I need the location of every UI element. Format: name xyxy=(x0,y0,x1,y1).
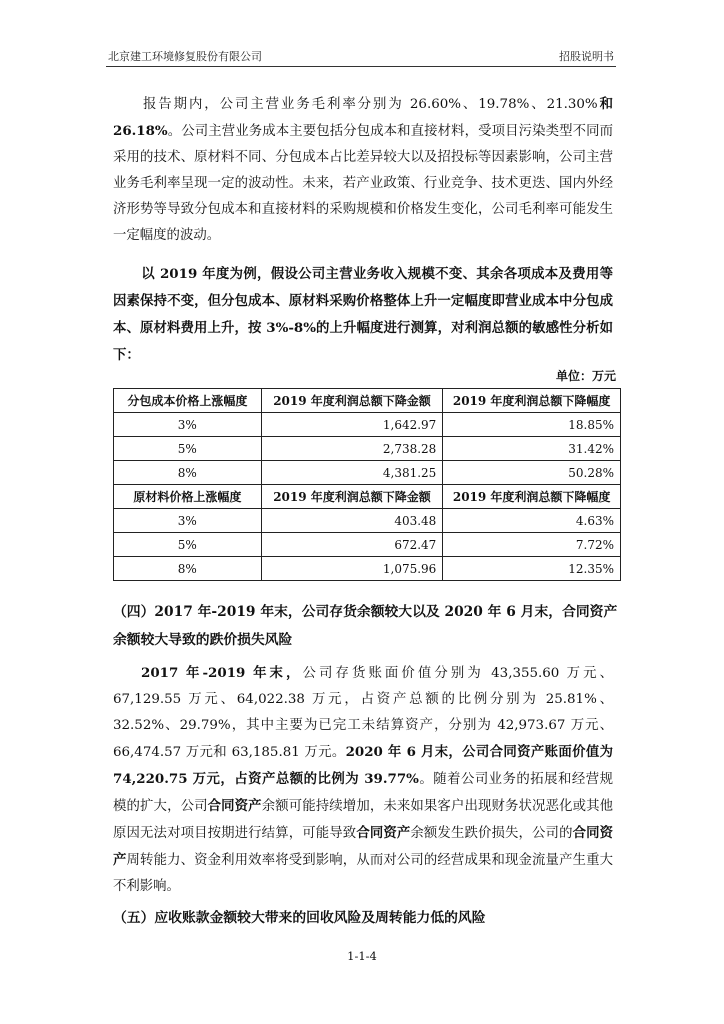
paragraph-inventory-bold-3: 合同资产 xyxy=(207,798,262,814)
paragraph-inventory-text-4: 余额发生跌价损失，公司的 xyxy=(410,826,573,841)
table-header-row xyxy=(114,389,621,413)
sensitivity-table xyxy=(113,388,621,581)
table-cell: 4.63% xyxy=(443,509,621,533)
header-divider xyxy=(106,66,616,67)
table-cell: 1,642.97 xyxy=(261,413,443,437)
paragraph-inventory-bold-5: 合同资产 xyxy=(113,825,614,868)
paragraph-gross-margin xyxy=(113,91,613,249)
table-header-row xyxy=(114,485,621,509)
table-row xyxy=(114,413,621,437)
table-cell: 8% xyxy=(114,557,262,581)
paragraph-inventory-bold-1: 2017 年-2019 年末， xyxy=(141,665,303,681)
table-cell: 50.28% xyxy=(443,461,621,485)
header-doc-type: 招股说明书 xyxy=(559,50,614,63)
paragraph-gross-margin-rest: 。公司主营业务成本主要包括分包成本和直接材料，受项目污染类型不同而采用的技术、原材料不同、分包成本占比差异较大以及招投标等因素影响，公司主营业务毛利率呈现一定的波动性。未来，若产业政策、行业竞争、技术更迭、国内外经济形势等导致分包成本和直接材料的采购规模和价格发生变化，公司毛利率可能发生一定幅度的波动。 xyxy=(113,124,613,243)
table-header-cell: 2019 年度利润总额下降幅度 xyxy=(443,389,621,413)
table-row xyxy=(114,533,621,557)
paragraph-inventory xyxy=(113,660,613,900)
table-header-cell: 2019 年度利润总额下降幅度 xyxy=(443,485,621,509)
table-header-cell: 2019 年度利润总额下降金额 xyxy=(261,485,443,509)
paragraph-inventory-text-3: 余额可能持续增加，未来如果客户出现财务状况恶化或其他原因无法对项目按期进行结算，可能导致 xyxy=(113,799,614,841)
paragraph-inventory-text-1: 公司存货账面价值分别为 43,355.60 万元、67,129.55 万元、64,022.38 万元，占资产总额的比例分别为 25.81%、32.52%、29.79%，其中主要为已完工未结算资产，分别为 42,973.67 万元、66,474.57 万元和 63,185.81 万元。 xyxy=(113,666,614,760)
table-cell: 1,075.96 xyxy=(261,557,443,581)
table-cell: 18.85% xyxy=(443,413,621,437)
table-row xyxy=(114,461,621,485)
table-row xyxy=(114,437,621,461)
header-company: 北京建工环境修复股份有限公司 xyxy=(108,50,262,63)
table-cell: 4,381.25 xyxy=(261,461,443,485)
page-number: 1-1-4 xyxy=(347,949,377,963)
table-cell: 8% xyxy=(114,461,262,485)
table-cell: 31.42% xyxy=(443,437,621,461)
paragraph-inventory-bold-4: 合同资产 xyxy=(356,825,411,841)
unit-label: 单位：万元 xyxy=(555,369,616,383)
paragraph-inventory-text-5: 周转能力、资金利用效率将受到影响，从而对公司的经营成果和现金流量产生重大不利影响。 xyxy=(113,853,614,894)
table-header-cell: 分包成本价格上涨幅度 xyxy=(114,389,262,413)
table-header-cell: 原材料价格上涨幅度 xyxy=(114,485,262,509)
table-cell: 5% xyxy=(114,437,262,461)
paragraph-inventory-text-2: 。随着公司业务的拓展和经营规模的扩大，公司 xyxy=(113,772,613,814)
paragraph-gross-margin-lead: 报告期内，公司主营业务毛利率分别为 26.60%、19.78%、21.30% xyxy=(141,97,598,112)
table-header-cell: 2019 年度利润总额下降金额 xyxy=(261,389,443,413)
table-row xyxy=(114,557,621,581)
paragraph-sensitivity xyxy=(113,261,613,369)
table-cell: 403.48 xyxy=(261,509,443,533)
table-cell: 3% xyxy=(114,509,262,533)
section-heading-receivables-risk: （五）应收账款金额较大带来的回收风险及周转能力低的风险 xyxy=(113,910,486,926)
paragraph-sensitivity-text: 以 2019 年度为例，假设公司主营业务收入规模不变、其余各项成本及费用等因素保持不变，但分包成本、原材料采购价格整体上升一定幅度即营业成本中分包成本、原材料费用上升，按 3%-8%的上升幅度进行测算，对利润总额的敏感性分析如下： xyxy=(113,266,613,363)
paragraph-gross-margin-bold: 和 26.18% xyxy=(113,96,613,139)
table-cell: 5% xyxy=(114,533,262,557)
table-cell: 2,738.28 xyxy=(261,437,443,461)
paragraph-inventory-bold-2: 2020 年 6 月末，公司合同资产账面价值为 74,220.75 万元，占资产总额的比例为 39.77% xyxy=(113,744,613,787)
table-row xyxy=(114,509,621,533)
section-heading-inventory-risk: （四）2017 年-2019 年末，公司存货余额较大以及 2020 年 6 月末，合同资产余额较大导致的跌价损失风险 xyxy=(113,604,618,648)
table-cell: 672.47 xyxy=(261,533,443,557)
table-cell: 7.72% xyxy=(443,533,621,557)
table-cell: 12.35% xyxy=(443,557,621,581)
table-cell: 3% xyxy=(114,413,262,437)
